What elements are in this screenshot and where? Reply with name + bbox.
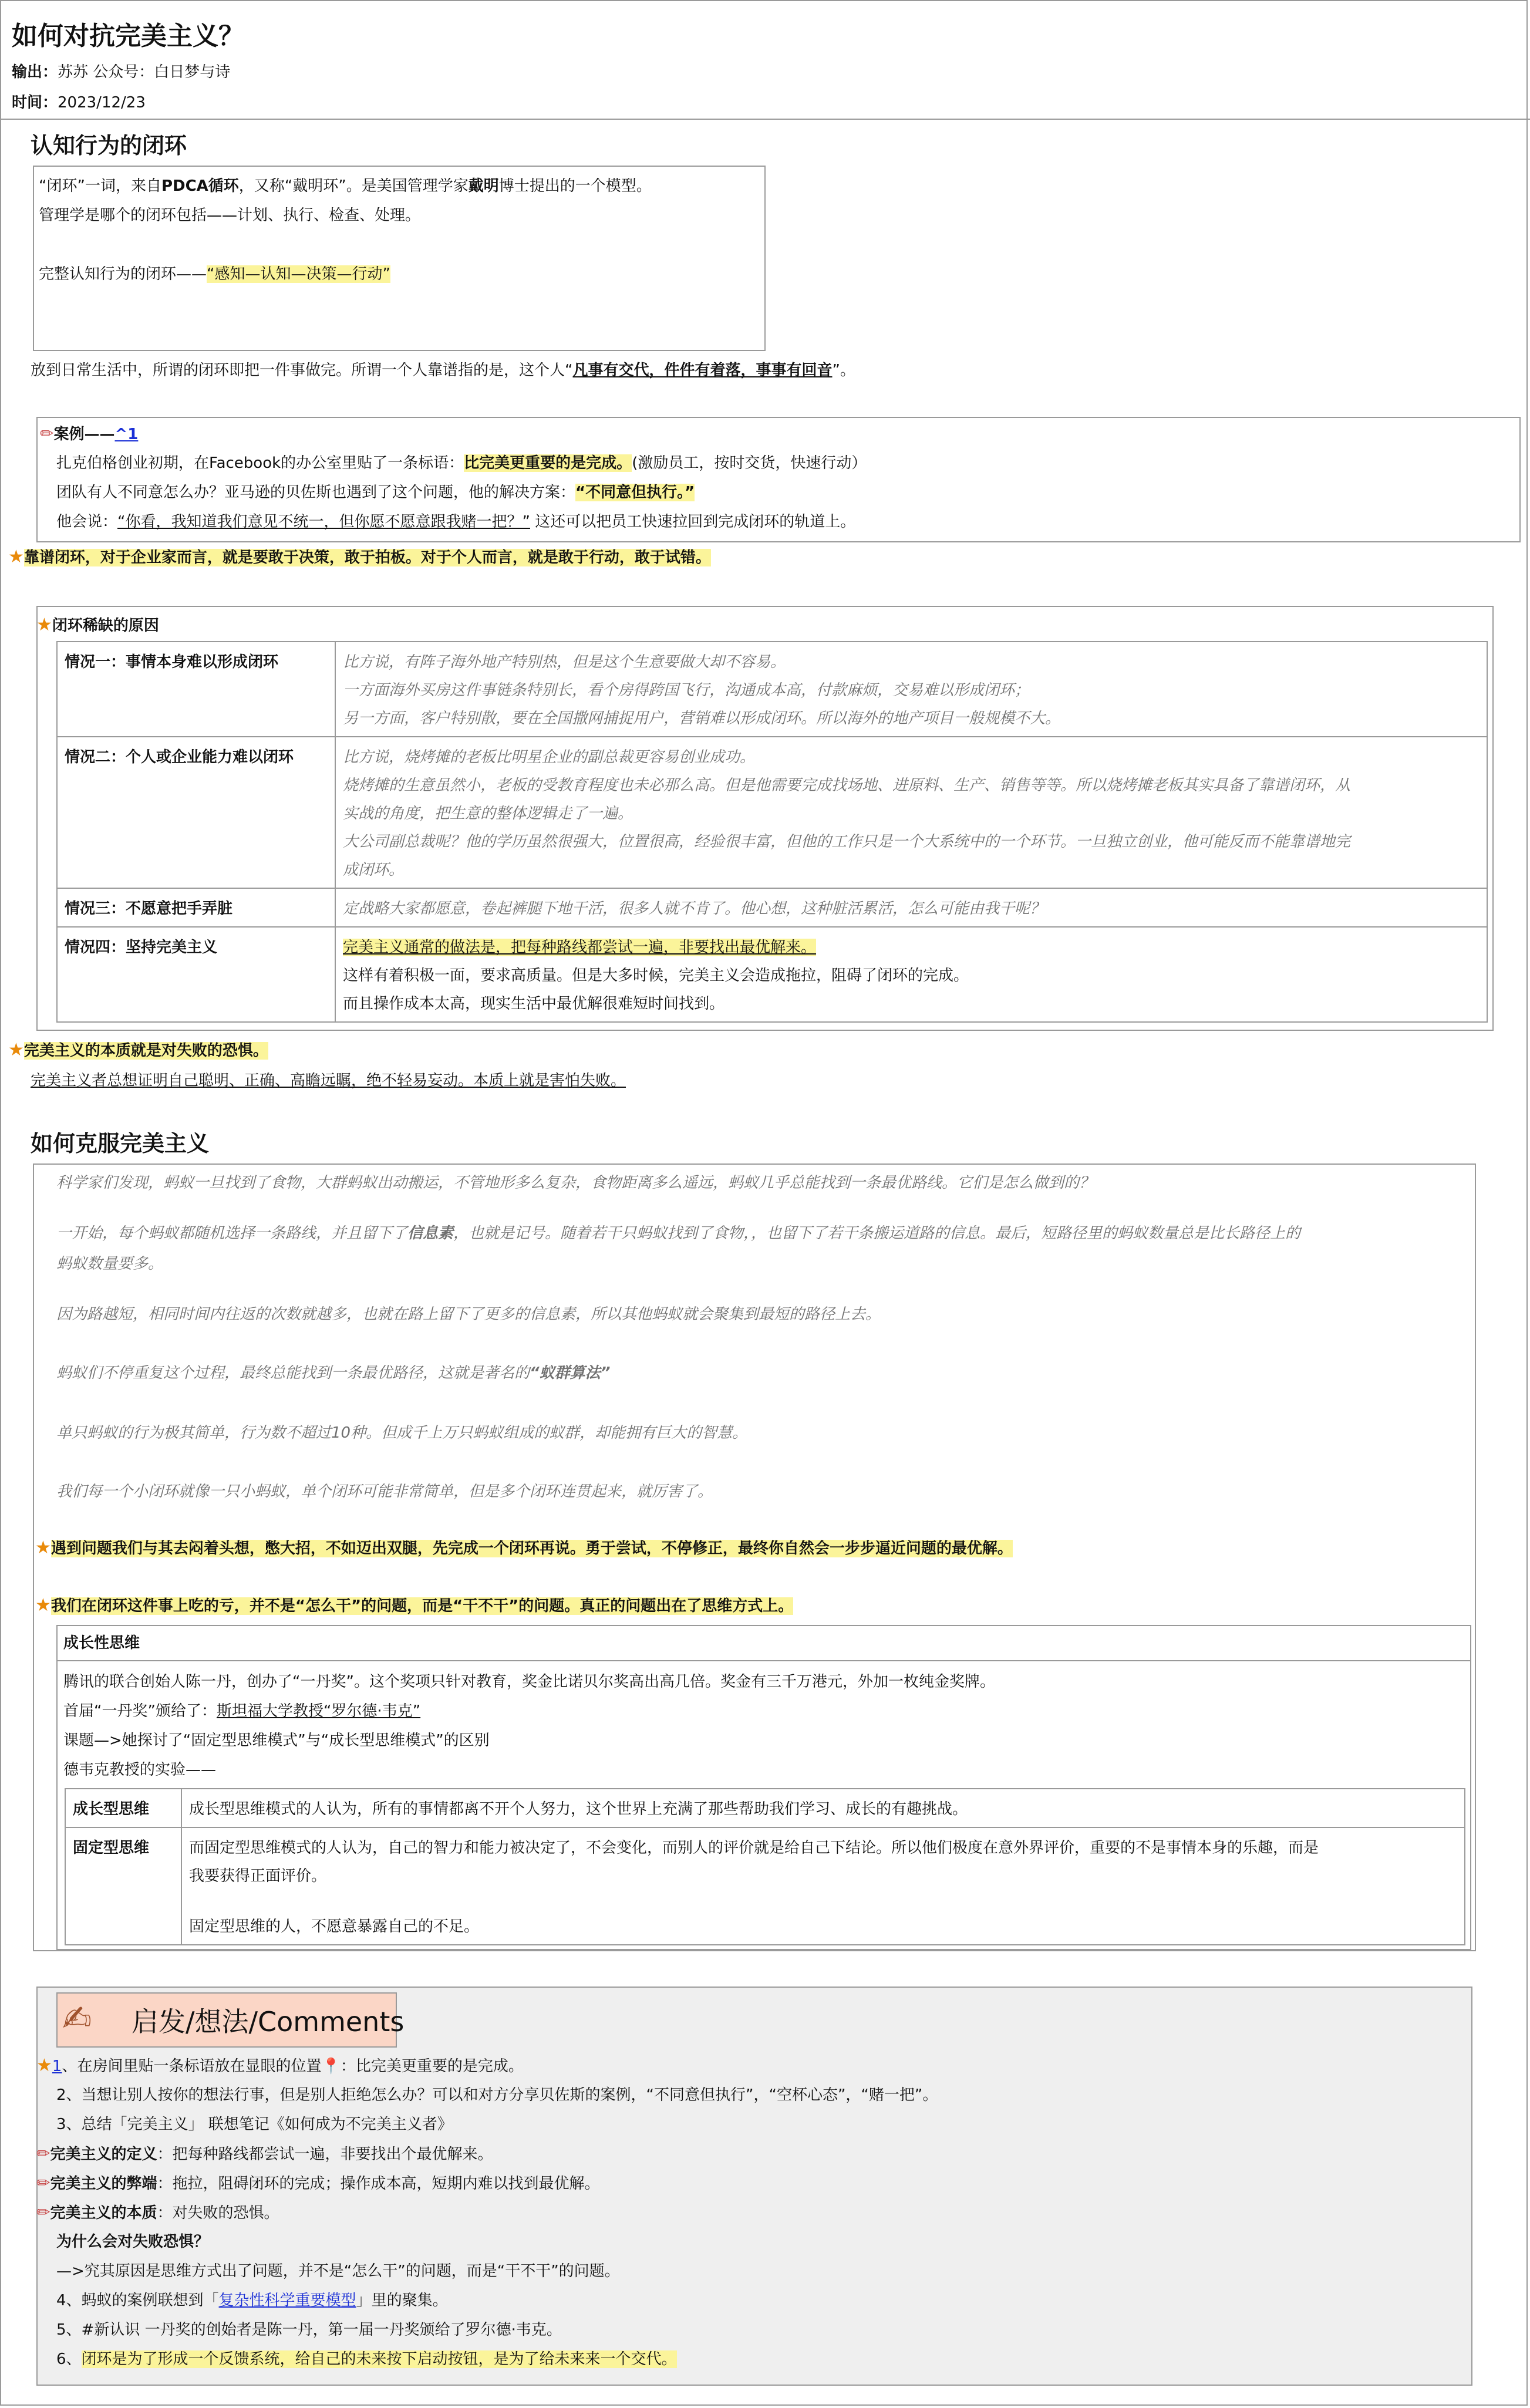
ant-para-2: 一开始，每个蚂蚁都随机选择一条路线，并且留下了信息素，也就是记号。随着若干只蚂蚁找到了食物，，也留下了若干条搬运道路的信息。最后，短路径里的蚂蚁数量总是比长路径上的 bbox=[56, 1225, 1301, 1242]
reasons-table bbox=[56, 641, 1488, 1023]
reason-label: 情况一：事情本身难以形成闭环 bbox=[57, 642, 335, 737]
comments-title: 启发/想法/Comments bbox=[132, 2006, 405, 2038]
case-line-2: 团队有人不同意怎么办？亚马逊的贝佐斯也遇到了这个问题，他的解决方案：“不同意但执行。” bbox=[56, 484, 695, 501]
table-row: 情况三：不愿意把手弄脏 定战略大家都愿意，卷起裤腿下地干活，很多人就不肯了。他心想，这种脏活累活，怎么可能由我干呢？ bbox=[57, 888, 1487, 927]
ant-para-4: 蚂蚁们不停重复这个过程，最终总能找到一条最优路径，这就是著名的“蚁群算法” bbox=[56, 1364, 611, 1382]
section-heading-closed-loop: 认知行为的闭环 bbox=[31, 133, 187, 158]
key-point-try: ★遇到问题我们与其去闷着头想，憋大招，不如迈出双腿，先完成一个闭环再说。勇于尝试，不停修正，最终你自然会一步步逼近问题的最优解。 bbox=[35, 1537, 1013, 1558]
complexity-model-link[interactable]: 复杂性科学重要模型 bbox=[218, 2292, 356, 2309]
comment-why: 为什么会对失败恐惧？ bbox=[56, 2233, 210, 2251]
comment-essence: ✏完美主义的本质：对失败的恐惧。 bbox=[36, 2203, 279, 2222]
pencil-icon: ✏ bbox=[36, 2144, 50, 2163]
essence-desc: 完美主义者总想证明自己聪明、正确、高瞻远瞩，绝不轻易妄动。本质上就是害怕失败。 bbox=[31, 1072, 626, 1090]
star-icon: ★ bbox=[8, 1040, 24, 1060]
reason-label: 情况三：不愿意把手弄脏 bbox=[57, 888, 335, 927]
time-line: 时间：2023/12/23 bbox=[12, 94, 146, 112]
comment-2: 2、当想让别人按你的想法行事，但是别人拒绝怎么办？可以和对方分享贝佐斯的案例，“不同意但执行”，“空杯心态”，“赌一把”。 bbox=[56, 2086, 938, 2104]
pencil-icon: ✏ bbox=[36, 2203, 50, 2222]
page-title: 如何对抗完美主义？ bbox=[12, 21, 244, 51]
header-divider bbox=[0, 119, 1530, 120]
ant-para-2b: 蚂蚁数量要多。 bbox=[56, 1255, 164, 1273]
star-icon: ★ bbox=[8, 547, 24, 567]
essence-key: ★完美主义的本质就是对失败的恐惧。 bbox=[8, 1040, 268, 1060]
star-icon: ★ bbox=[36, 615, 52, 635]
ant-para-3: 因为路越短，相同时间内往返的次数就越多，也就在路上留下了更多的信息素，所以其他蚂蚁就会聚集到最短的路径上去。 bbox=[56, 1306, 881, 1323]
reasons-title: ★闭环稀缺的原因 bbox=[36, 615, 159, 635]
daily-life-text: 放到日常生活中，所谓的闭环即把一件事做完。所谓一个人靠谱指的是，这个人“凡事有交代，件件有着落，事事有回音”。 bbox=[31, 362, 855, 379]
key-point-mindset: ★我们在闭环这件事上吃的亏，并不是“怎么干”的问题，而是“干不干”的问题。真正的问题出在了思维方式上。 bbox=[35, 1595, 794, 1616]
table-row: 情况一：事情本身难以形成闭环 比方说，有阵子海外地产特别热，但是这个生意要做大却不容易。 一方面海外买房这件事链条特别长，看个房得跨国飞行，沟通成本高，付款麻烦，交易难以形成闭环； 另一方面，客户特别散，要在全国撒网捕捉用户，营销难以形成闭环。所以海外的地产项目一般规模不大。 bbox=[57, 642, 1487, 737]
case-line-1: 扎克伯格创业初期，在Facebook的办公室里贴了一条标语：比完美更重要的是完成。(激励员工，按时交货，快速行动） bbox=[56, 454, 867, 472]
growth-mindset-header bbox=[56, 1625, 1471, 1661]
author-line: 输出：苏苏 公众号：白日梦与诗 bbox=[12, 63, 231, 81]
ant-para-5: 单只蚂蚁的行为极其简单，行为数不超过10种。但成千上万只蚂蚁组成的蚁群，却能拥有巨大的智慧。 bbox=[56, 1424, 748, 1442]
comment-5: 5、#新认识 一丹奖的创始者是陈一丹，第一届一丹奖颁给了罗尔德·韦克。 bbox=[56, 2321, 562, 2339]
star-icon: ★ bbox=[35, 1595, 51, 1616]
pdca-line-3: 完整认知行为的闭环——“感知—认知—决策—行动” bbox=[39, 265, 390, 283]
star-icon: ★ bbox=[35, 1537, 51, 1558]
comment-definition: ✏完美主义的定义：把每种路线都尝试一遍，非要找出个最优解来。 bbox=[36, 2144, 493, 2163]
reason-label: 情况四：坚持完美主义 bbox=[57, 927, 335, 1022]
comment-why-answer: —>究其原因是思维方式出了问题，并不是“怎么干”的问题，而是“干不干”的问题。 bbox=[56, 2262, 620, 2280]
key-point-reliable: ★靠谱闭环，对于企业家而言，就是要敢于决策，敢于拍板。对于个人而言，就是敢于行动，敢于试错。 bbox=[8, 547, 711, 567]
growth-mindset-title: 成长性思维 bbox=[63, 1634, 140, 1652]
pencil-icon: ✏ bbox=[36, 2173, 50, 2193]
pin-icon: 📍 bbox=[321, 2058, 341, 2075]
star-icon: ★ bbox=[36, 2055, 52, 2076]
comment-1: ★1、在房间里贴一条标语放在显眼的位置📍：比完美更重要的是完成。 bbox=[36, 2055, 524, 2076]
pdca-line-2: 管理学是哪个的闭环包括——计划、执行、检查、处理。 bbox=[39, 207, 421, 224]
comment-harm: ✏完美主义的弊端：拖拉，阻碍闭环的完成；操作成本高，短期内难以找到最优解。 bbox=[36, 2173, 600, 2193]
table-row: 成长型思维 成长型思维模式的人认为，所有的事情都离不开个人努力，这个世界上充满了那些帮助我们学习、成长的有趣挑战。 bbox=[65, 1789, 1465, 1827]
growth-line-2: 首届“一丹奖”颁给了：斯坦福大学教授“罗尔德·韦克” bbox=[63, 1702, 421, 1720]
table-row: 固定型思维 而固定型思维模式的人认为，自己的智力和能力被决定了，不会变化，而别人的评价就是给自己下结论。所以他们极度在意外界评价，重要的不是事情本身的乐趣，而是 我要获得正面评价。 固定型思维的人，不愿意暴露自己的不足。 bbox=[65, 1827, 1465, 1945]
ant-para-1: 科学家们发现，蚂蚁一旦找到了食物，大群蚂蚁出动搬运，不管地形多么复杂，食物距离多么遥远，蚂蚁几乎总能找到一条最优路线。它们是怎么做到的？ bbox=[56, 1174, 1095, 1192]
pencil-icon: ✏ bbox=[40, 424, 54, 443]
comment-6: 6、闭环是为了形成一个反馈系统，给自己的未来按下启动按钮，是为了给未来来一个交代。 bbox=[56, 2350, 677, 2368]
comment-3: 3、总结「完美主义」 联想笔记《如何成为不完美主义者》 bbox=[56, 2116, 453, 2133]
growth-line-4: 德韦克教授的实验—— bbox=[63, 1761, 217, 1779]
reason-label: 情况二：个人或企业能力难以闭环 bbox=[57, 737, 335, 888]
case-label: ✏案例——^1 bbox=[40, 424, 139, 443]
table-row: 情况四：坚持完美主义 完美主义通常的做法是，把每种路线都尝试一遍，非要找出最优解来。 这样有着积极一面，要求高质量。但是大多时候，完美主义会造成拖拉，阻碍了闭环的完成。 而且操作成本太高，现实生活中最优解很难短时间找到。 bbox=[57, 927, 1487, 1022]
growth-line-3: 课题—>她探讨了“固定型思维模式”与“成长型思维模式”的区别 bbox=[63, 1732, 490, 1749]
case-line-3: 他会说：“你看，我知道我们意见不统一，但你愿不愿意跟我赌一把？” 这还可以把员工快速拉回到完成闭环的轨道上。 bbox=[56, 513, 856, 531]
section-heading-overcome: 如何克服完美主义 bbox=[31, 1131, 210, 1156]
case-reference-link[interactable]: ^1 bbox=[114, 426, 139, 443]
mindset-table bbox=[65, 1788, 1465, 1945]
comment-4: 4、蚂蚁的案例联想到「复杂性科学重要模型」里的聚集。 bbox=[56, 2292, 448, 2309]
growth-line-1: 腾讯的联合创始人陈一丹，创办了“一丹奖”。这个奖项只针对教育，奖金比诺贝尔奖高出高几倍。奖金有三千万港元，外加一枚纯金奖牌。 bbox=[63, 1673, 995, 1691]
table-row: 情况二：个人或企业能力难以闭环 比方说，烧烤摊的老板比明星企业的副总裁更容易创业成功。 烧烤摊的生意虽然小，老板的受教育程度也未必那么高。但是他需要完成找场地、进原料、生产、销售等等。所以烧烤摊老板其实具备了靠谱闭环，从 实战的角度，把生意的整体逻辑走了一遍。 大公司副总裁呢？他的学历虽然很强大，位置很高，经验很丰富，但他的工作只是一个大系统中的一个环节。一旦独立创业，他可能反而不能靠谱地完 成闭环。 bbox=[57, 737, 1487, 888]
comment-1-link[interactable]: 1 bbox=[52, 2058, 62, 2075]
writing-hand-icon: ✍ bbox=[62, 1998, 92, 2039]
ant-para-6: 我们每一个小闭环就像一只小蚂蚁，单个闭环可能非常简单，但是多个闭环连贯起来，就厉害了。 bbox=[56, 1483, 713, 1500]
pdca-line-1: “闭环”一词，来自PDCA循环，又称“戴明环”。是美国管理学家戴明博士提出的一个模型。 bbox=[39, 177, 652, 195]
